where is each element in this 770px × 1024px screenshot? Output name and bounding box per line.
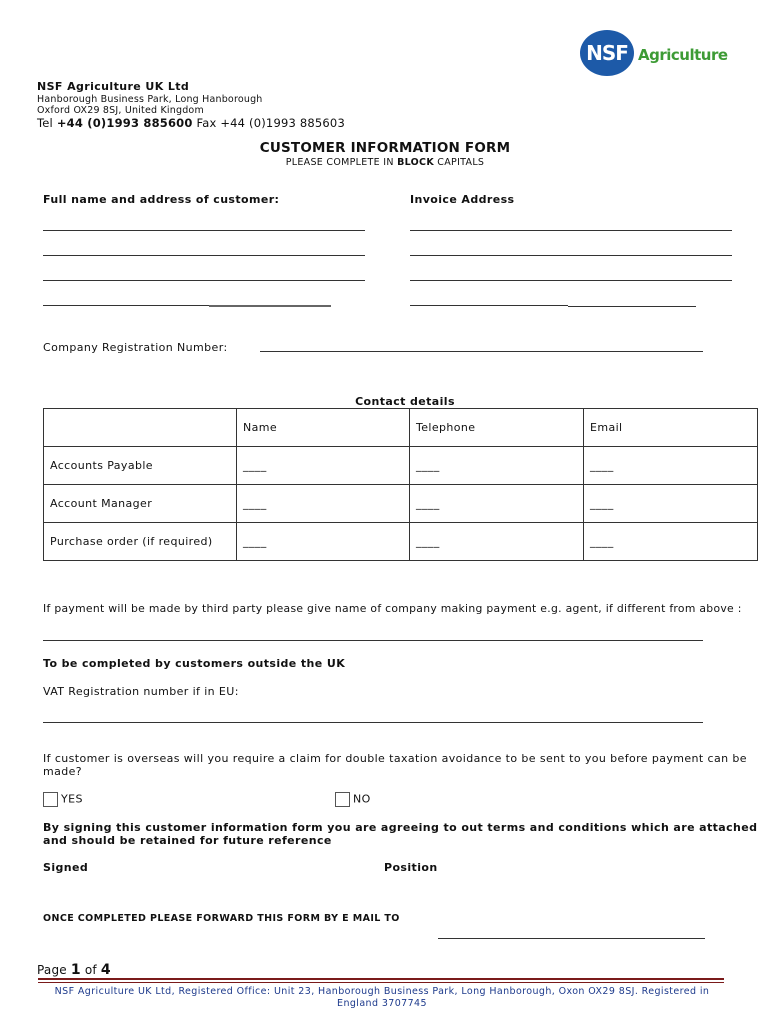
blank-placeholder: ____: [243, 459, 267, 472]
blank-placeholder: ____: [590, 497, 614, 510]
purchase-order-email-field[interactable]: [584, 523, 758, 561]
tel-number: +44 (0)1993 885600: [56, 116, 193, 130]
column-header-email: Email: [584, 409, 758, 447]
contact-details-table: [43, 408, 758, 561]
company-contact-line: [37, 116, 345, 130]
blank-placeholder: ____: [590, 535, 614, 548]
signed-label: Signed: [43, 861, 89, 874]
customer-address-line-1[interactable]: [43, 230, 365, 231]
company-address-line2: Oxford OX29 8SJ, United Kingdom: [37, 105, 204, 116]
customer-address-line-4b[interactable]: [209, 305, 331, 307]
position-label: Position: [384, 861, 438, 874]
company-reg-label: Company Registration Number:: [43, 341, 228, 354]
nsf-logo-mark: NSF: [580, 30, 634, 76]
no-checkbox[interactable]: [335, 792, 350, 807]
company-name: NSF Agriculture UK Ltd: [37, 80, 190, 93]
page-of: of: [84, 963, 97, 977]
form-title: CUSTOMER INFORMATION FORM: [259, 140, 511, 156]
third-party-question: If payment will be made by third party please give name of company making payment e.g. agent, if different from above :: [43, 602, 742, 615]
row-label-accounts-payable: Accounts Payable: [44, 447, 237, 485]
accounts-payable-telephone-field[interactable]: [410, 447, 584, 485]
company-reg-field[interactable]: [260, 351, 703, 352]
page-current: 1: [70, 962, 81, 978]
invoice-address-line-4a[interactable]: [410, 305, 568, 306]
agreement-text: By signing this customer information form you are agreeing to out terms and conditions which are attached and should be retained for future reference: [43, 821, 758, 847]
subtitle-pre: PLEASE COMPLETE IN: [285, 157, 398, 168]
third-party-field[interactable]: [43, 640, 703, 641]
invoice-address-line-4b[interactable]: [568, 306, 696, 307]
footer-rule: [38, 978, 724, 980]
accounts-payable-name-field[interactable]: [237, 447, 410, 485]
forward-instructions: ONCE COMPLETED PLEASE FORWARD THIS FORM BY E MAIL TO: [43, 913, 400, 924]
yes-option[interactable]: [43, 792, 83, 807]
column-header-telephone: Telephone: [410, 409, 584, 447]
vat-field[interactable]: [43, 722, 703, 723]
company-address-line1: Hanborough Business Park, Long Hanborough: [37, 94, 263, 105]
purchase-order-name-field[interactable]: [237, 523, 410, 561]
subtitle-bold: BLOCK: [397, 157, 434, 168]
no-label: NO: [353, 792, 371, 806]
table-row: [44, 447, 758, 485]
vat-label: VAT Registration number if in EU:: [43, 685, 239, 698]
footer-rule-thin: [38, 982, 724, 983]
blank-placeholder: ____: [416, 459, 440, 472]
invoice-address-line-3[interactable]: [410, 280, 732, 281]
footer-registered-office: NSF Agriculture UK Ltd, Registered Office: Unit 23, Hanborough Business Park, Long Hanborough, Oxon OX29 8SJ. Registered in England 3707745: [54, 986, 710, 1009]
column-header-name: Name: [237, 409, 410, 447]
row-label-purchase-order: Purchase order (if required): [44, 523, 237, 561]
customer-address-line-3[interactable]: [43, 280, 365, 281]
yes-label: YES: [61, 792, 83, 806]
page-number: [37, 962, 111, 978]
no-option[interactable]: [335, 792, 371, 807]
page-total: 4: [100, 962, 111, 978]
customer-address-label: Full name and address of customer:: [43, 193, 280, 206]
purchase-order-telephone-field[interactable]: [410, 523, 584, 561]
outside-uk-heading: To be completed by customers outside the UK: [43, 657, 346, 670]
overseas-question: If customer is overseas will you require a claim for double taxation avoidance to be sent to you before payment can be made?: [43, 752, 747, 778]
table-header-empty: [44, 409, 237, 447]
table-row: [44, 523, 758, 561]
table-header-row: [44, 409, 758, 447]
contact-details-heading: Contact details: [355, 395, 455, 408]
blank-placeholder: ____: [243, 535, 267, 548]
accounts-payable-email-field[interactable]: [584, 447, 758, 485]
invoice-address-line-2[interactable]: [410, 255, 732, 256]
fax-number: Fax +44 (0)1993 885603: [196, 116, 345, 130]
blank-placeholder: ____: [243, 497, 267, 510]
subtitle-post: CAPITALS: [433, 157, 485, 168]
yes-checkbox[interactable]: [43, 792, 58, 807]
account-manager-email-field[interactable]: [584, 485, 758, 523]
blank-placeholder: ____: [416, 497, 440, 510]
nsf-logo-text: Agriculture: [638, 46, 728, 64]
page-prefix: Page: [37, 963, 67, 977]
blank-placeholder: ____: [590, 459, 614, 472]
forward-email-field[interactable]: [438, 938, 705, 939]
row-label-account-manager: Account Manager: [44, 485, 237, 523]
account-manager-name-field[interactable]: [237, 485, 410, 523]
tel-label: Tel: [37, 116, 53, 130]
invoice-address-label: Invoice Address: [410, 193, 515, 206]
account-manager-telephone-field[interactable]: [410, 485, 584, 523]
blank-placeholder: ____: [416, 535, 440, 548]
customer-address-line-4a[interactable]: [43, 305, 209, 306]
invoice-address-line-1[interactable]: [410, 230, 732, 231]
customer-address-line-2[interactable]: [43, 255, 365, 256]
form-subtitle: [0, 157, 770, 168]
table-row: [44, 485, 758, 523]
